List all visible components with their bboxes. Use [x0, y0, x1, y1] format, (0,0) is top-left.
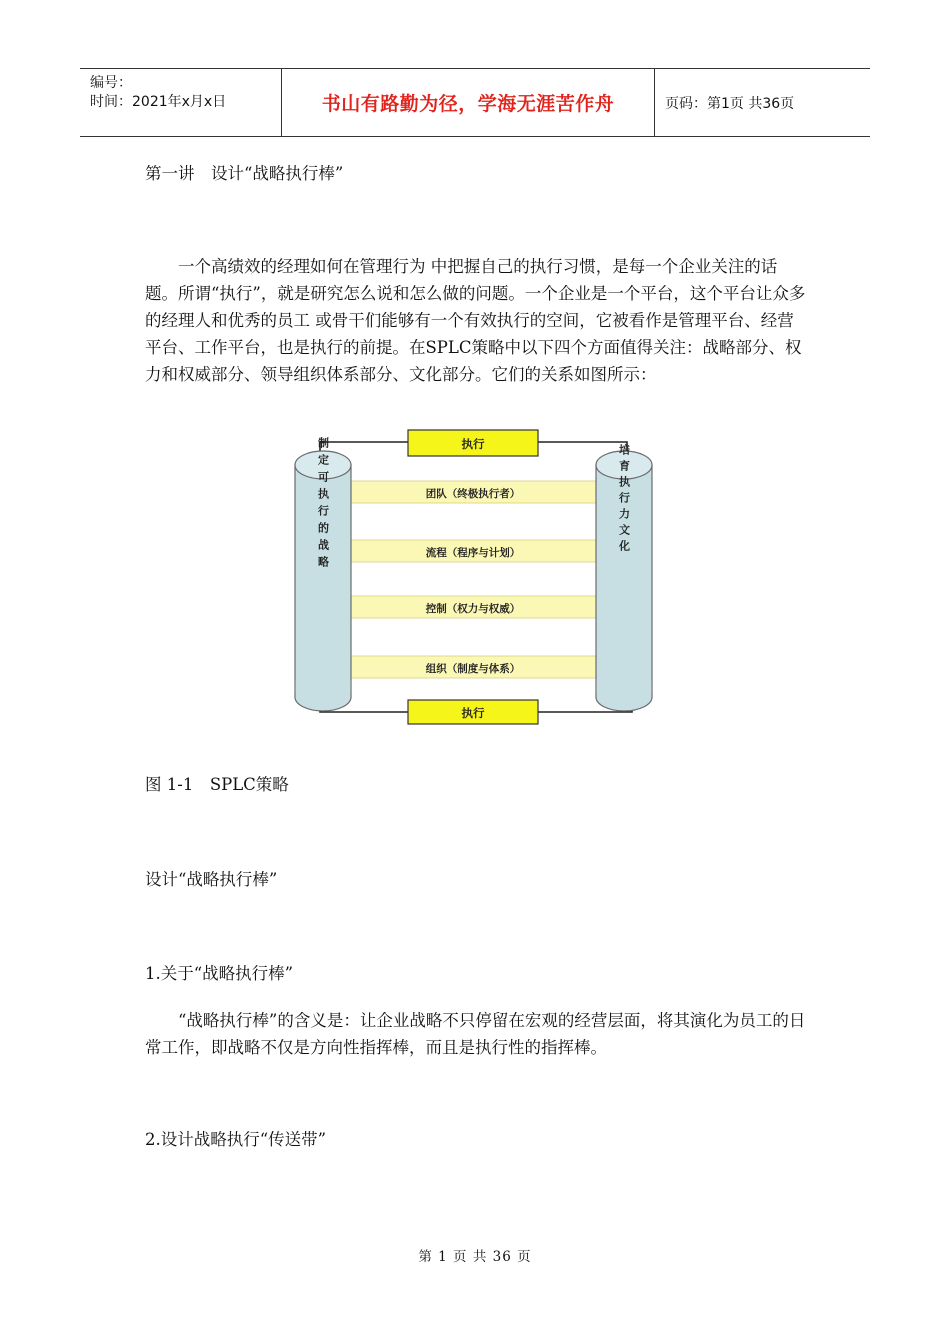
- bar-control-label: 控制（权力与权威）: [425, 603, 521, 615]
- intro-paragraph: [145, 253, 810, 388]
- header-slogan-cell: [282, 69, 655, 136]
- slogan: 书山有路勤为径，学海无涯苦作舟: [321, 93, 615, 115]
- bottom-execution-box: [408, 700, 538, 724]
- bar-process: [348, 540, 598, 562]
- number-label: 编号：: [90, 75, 132, 91]
- bar-process-label: 流程（程序与计划）: [425, 547, 521, 559]
- top-execution-box: [408, 430, 538, 456]
- bar-team-label: 团队（终极执行者）: [425, 488, 521, 500]
- header-page-cell: [655, 69, 870, 136]
- splc-diagram: [290, 425, 660, 730]
- bar-team: [348, 481, 598, 503]
- sub1-text: “战略执行棒”的含义是：让企业战略不只停留在宏观的经营层面，将其演化为员工的日常工作，即战略不仅是方向性指挥棒，而且是执行性的指挥棒。: [145, 1011, 806, 1057]
- bottom-execution-label: 执行: [461, 706, 485, 720]
- page-info: 页码：第1页 共36页: [665, 95, 795, 112]
- lecture-title: 第一讲 设计“战略执行棒”: [145, 164, 344, 183]
- bar-organization-label: 组织（制度与体系）: [425, 663, 521, 675]
- sub1-paragraph: [145, 1007, 810, 1061]
- section-title: 设计“战略执行棒”: [145, 870, 278, 889]
- bar-control: [348, 596, 598, 618]
- intro-text: 一个高绩效的经理如何在管理行为 中把握自己的执行习惯，是每一个企业关注的话题。所谓“执行”，就是研究怎么说和怎么做的问题。一个企业是一个平台，这个平台让众多的经理人和优秀的员工 或骨干们能够有一个有效执行的空间，它被看作是管理平台、经营平台、工作平台，也是执行的前提。在SPLC策略中以下四个方面值得关注：战略部分、权力和权威部分、领导组织体系部分、文化部分。它们的关系如图所示：: [145, 257, 806, 384]
- bar-organization: [348, 656, 598, 678]
- sub1-title: 1.关于“战略执行棒”: [145, 964, 294, 983]
- time-label: 时间：2021年x月x日: [90, 94, 227, 110]
- left-pillar-label: 制定可执行的战略: [316, 437, 330, 573]
- top-execution-label: 执行: [461, 437, 485, 451]
- header-meta-cell: [80, 69, 282, 136]
- page-footer: 第 1 页 共 36 页: [418, 1249, 532, 1265]
- right-pillar-label: 培育执行力文化: [617, 444, 631, 556]
- figure-caption: 图 1-1 SPLC策略: [145, 775, 289, 794]
- page-header: [80, 68, 870, 137]
- right-pillar: [596, 443, 652, 711]
- sub2-title: 2.设计战略执行“传送带”: [145, 1130, 327, 1149]
- left-pillar: [295, 436, 351, 711]
